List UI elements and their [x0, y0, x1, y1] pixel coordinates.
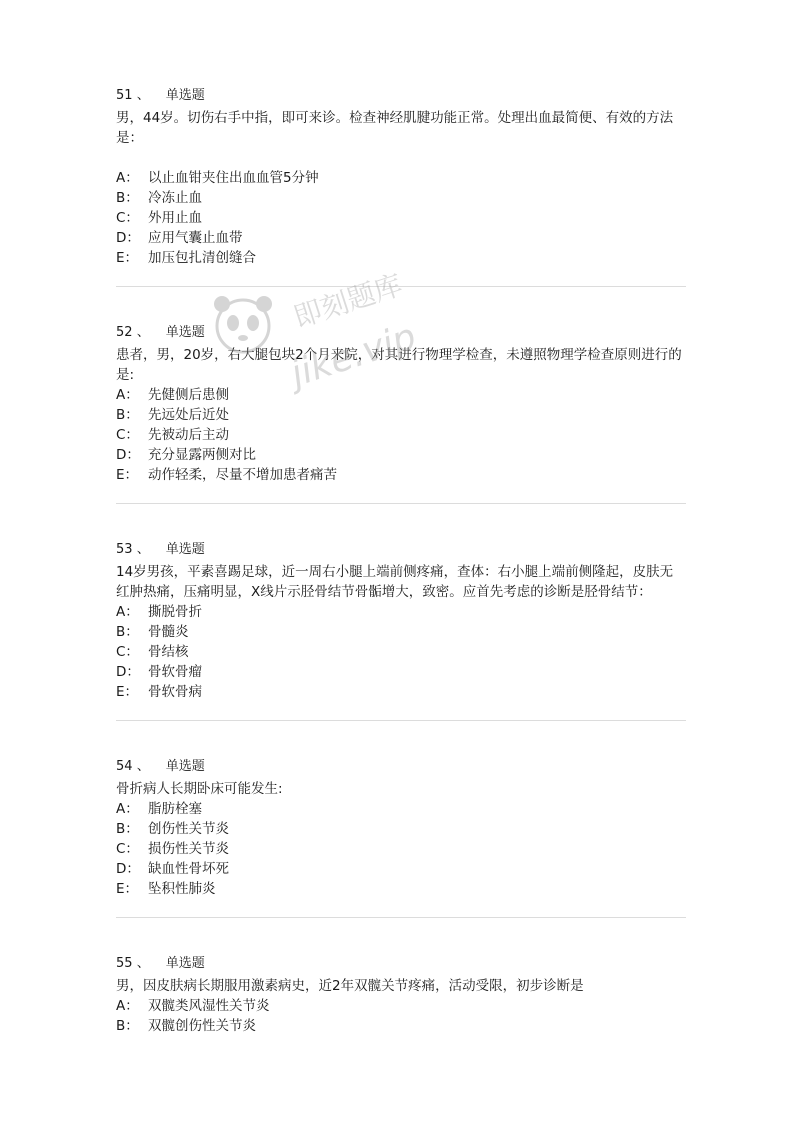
option-b: B： 创伤性关节炎	[116, 821, 229, 837]
option-d: D： 充分显露两侧对比	[116, 447, 256, 463]
question-number: 52 、	[116, 325, 150, 340]
question-stem: 男，44岁。切伤右手中指，即可来诊。检查神经肌腱功能正常。处理出血最简便、有效的方法是：	[116, 110, 674, 146]
watermark-url: jike.vip	[286, 316, 421, 395]
option-e: E： 动作轻柔，尽量不增加患者痛苦	[116, 467, 337, 483]
question-54	[116, 757, 686, 899]
question-list	[116, 86, 686, 1036]
question-number: 55 、	[116, 956, 150, 971]
option-b: B： 先远处后近处	[116, 407, 229, 423]
question-number: 54 、	[116, 759, 150, 774]
option-a: A： 撕脱骨折	[116, 604, 202, 620]
question-header	[116, 757, 686, 777]
option-a: A： 以止血钳夹住出血血管5分钟	[116, 170, 319, 186]
option-e: E： 加压包扎清创缝合	[116, 250, 256, 266]
question-number: 53 、	[116, 542, 150, 557]
option-b: B： 双髋创伤性关节炎	[116, 1018, 256, 1034]
question-type: 单选题	[165, 956, 205, 971]
option-a: A： 脂肪栓塞	[116, 801, 202, 817]
question-53	[116, 540, 686, 702]
option-c: C： 先被动后主动	[116, 427, 229, 443]
option-a: A： 先健侧后患侧	[116, 387, 229, 403]
question-stem: 骨折病人长期卧床可能发生:	[116, 781, 283, 797]
watermark-brand: 即刻题库	[289, 268, 407, 335]
question-type: 单选题	[165, 325, 205, 340]
option-d: D： 缺血性骨坏死	[116, 861, 229, 877]
option-a: A： 双髋类风湿性关节炎	[116, 998, 270, 1014]
question-type: 单选题	[165, 88, 205, 103]
question-stem: 患者，男，20岁，右大腿包块2个月来院，对其进行物理学检查，未遵照物理学检查原则进行的是:	[116, 347, 682, 383]
question-type: 单选题	[165, 759, 205, 774]
option-c: C： 骨结核	[116, 644, 189, 660]
question-header	[116, 86, 686, 106]
question-stem: 14岁男孩，平素喜踢足球，近一周右小腿上端前侧疼痛，查体：右小腿上端前侧隆起，皮肤无红肿热痛，压痛明显，X线片示胫骨结节骨骺增大，致密。应首先考虑的诊断是胫骨结节：	[116, 564, 674, 600]
option-c: C： 损伤性关节炎	[116, 841, 229, 857]
option-d: D： 应用气囊止血带	[116, 230, 243, 246]
option-b: B： 骨髓炎	[116, 624, 189, 640]
option-e: E： 骨软骨病	[116, 684, 202, 700]
option-e: E： 坠积性肺炎	[116, 881, 216, 897]
question-type: 单选题	[165, 542, 205, 557]
question-header	[116, 540, 686, 560]
question-stem: 男，因皮肤病长期服用激素病史，近2年双髋关节疼痛，活动受限，初步诊断是	[116, 978, 584, 994]
question-51	[116, 86, 686, 268]
question-header	[116, 323, 686, 343]
option-d: D： 骨软骨瘤	[116, 664, 202, 680]
question-header	[116, 954, 686, 974]
question-55	[116, 954, 686, 1036]
option-c: C： 外用止血	[116, 210, 202, 226]
question-52	[116, 323, 686, 485]
question-number: 51 、	[116, 88, 150, 103]
option-b: B： 冷冻止血	[116, 190, 202, 206]
